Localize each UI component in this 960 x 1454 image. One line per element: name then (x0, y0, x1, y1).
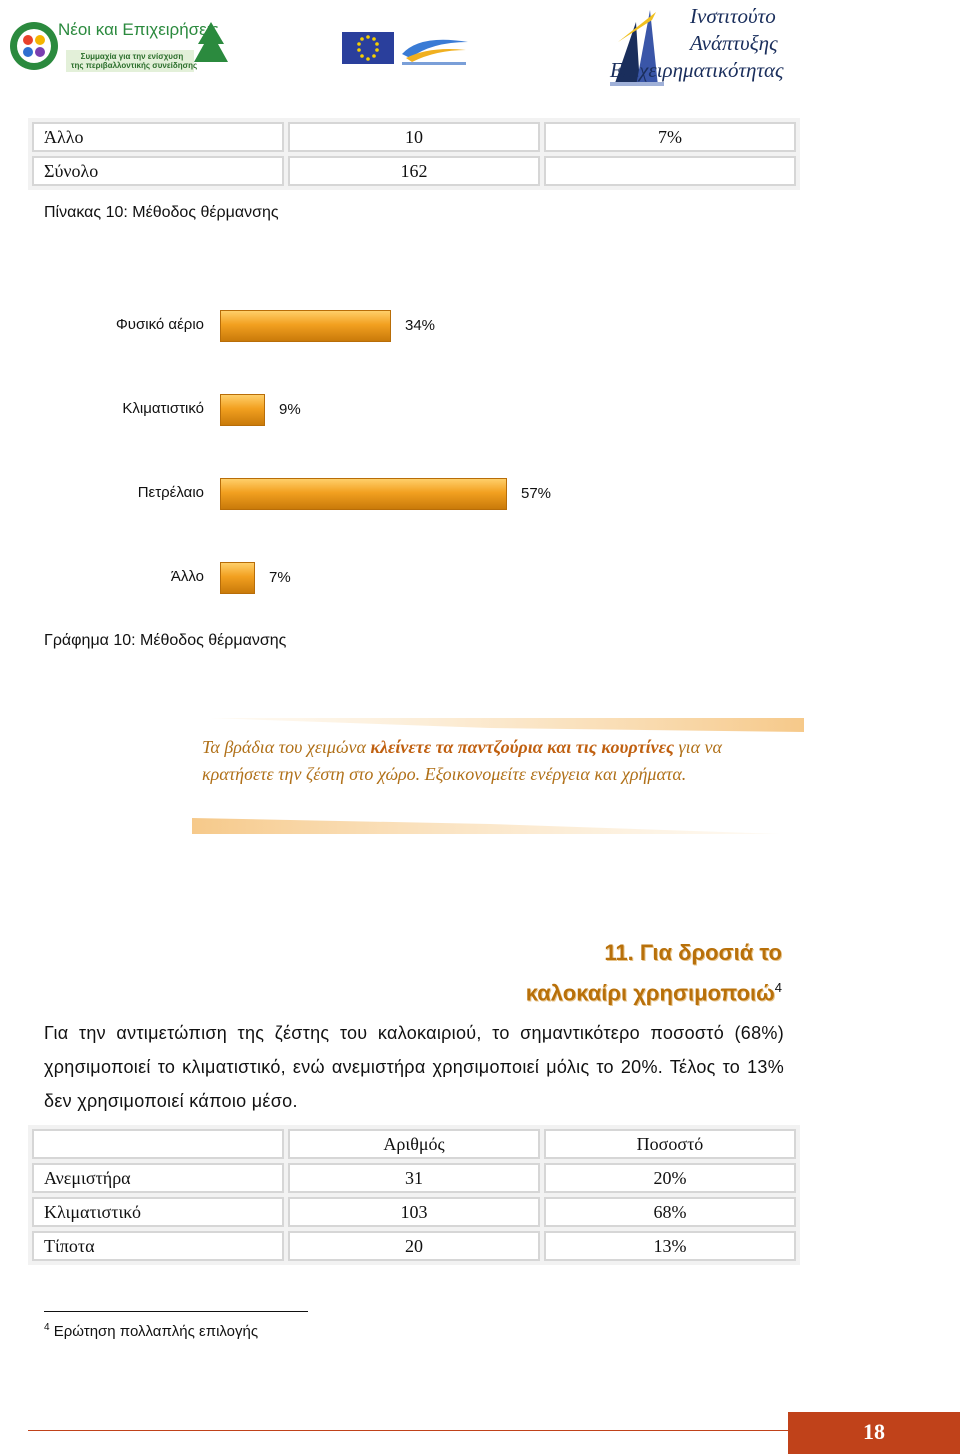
bar (220, 562, 255, 594)
table-row (32, 1231, 796, 1261)
institute-name-2: Ανάπτυξης (690, 31, 778, 55)
section-heading-line2 (526, 980, 782, 1006)
row-count: 162 (288, 156, 540, 186)
chart-caption-label: Γράφημα 10: (44, 632, 136, 649)
table-row (32, 156, 796, 186)
header-cell: Ποσοστό (544, 1129, 796, 1159)
institute-name-3: Επιχειρηματικότητας (610, 58, 784, 82)
section-heading-line1: 11. Για δροσιά το (604, 940, 782, 965)
eu-flag-icon (342, 32, 394, 64)
row-label: Σύνολο (32, 156, 284, 186)
row-label: Ανεμιστήρα (32, 1163, 284, 1193)
row-count: 103 (288, 1197, 540, 1227)
footnote (44, 1322, 258, 1340)
section-heading-text: καλοκαίρι χρησιμοποιώ (525, 980, 775, 1006)
category-label: Άλλο (170, 568, 204, 585)
page-number: 18 (788, 1412, 960, 1454)
footnote-ref: 4 (774, 980, 782, 995)
logo-title: Νέοι και Επιχειρήσεις (58, 20, 219, 39)
category-label: Πετρέλαιο (137, 484, 204, 501)
footnote-text: Ερώτηση πολλαπλής επιλογής (53, 1323, 259, 1340)
bar (220, 394, 265, 426)
footnote-number: 4 (44, 1322, 50, 1333)
bar (220, 310, 391, 342)
category-label: Κλιματιστικό (122, 400, 204, 417)
ministry-logo-icon (402, 40, 468, 65)
logo-subtitle-2: της περιβαλλοντικής συνείδησης (70, 61, 198, 70)
institute-name-1: Ινστιτούτο (690, 4, 776, 28)
row-label: Τίποτα (32, 1231, 284, 1261)
value-label: 9% (279, 401, 301, 418)
tip-text-start: Τα βράδια του χειμώνα (202, 737, 371, 757)
heating-method-chart (0, 300, 960, 610)
row-percent (544, 156, 796, 186)
row-count: 31 (288, 1163, 540, 1193)
header-cell: Αριθμός (288, 1129, 540, 1159)
table-row (32, 1197, 796, 1227)
footnote-divider (44, 1311, 308, 1312)
table-caption-label: Πίνακας 10: (44, 204, 128, 221)
table-2 (28, 1125, 800, 1265)
chart-caption (44, 632, 286, 650)
tip-highlight: κλείνετε τα παντζούρια και τις κουρτίνες (370, 737, 674, 757)
table-1 (28, 118, 800, 190)
footer-rule (28, 1430, 788, 1431)
row-percent: 13% (544, 1231, 796, 1261)
category-label: Φυσικό αέριο (115, 316, 204, 333)
table-header-row (32, 1129, 796, 1159)
value-label: 57% (521, 485, 552, 502)
table-row (32, 1163, 796, 1193)
eu-logos (340, 28, 470, 68)
chart-caption-text: Μέθοδος θέρμανσης (135, 632, 287, 649)
row-percent: 68% (544, 1197, 796, 1227)
row-count: 20 (288, 1231, 540, 1261)
table-caption-text: Μέθοδος θέρμανσης (127, 204, 279, 221)
row-count: 10 (288, 122, 540, 152)
row-label: Άλλο (32, 122, 284, 152)
logo-subtitle-1: Συμμαχία για την ενίσχυση (80, 52, 184, 61)
institute-logo (606, 0, 784, 90)
row-percent: 20% (544, 1163, 796, 1193)
header-cell (32, 1129, 284, 1159)
row-label: Κλιματιστικό (32, 1197, 284, 1227)
row-percent: 7% (544, 122, 796, 152)
value-label: 34% (405, 317, 436, 334)
tip-text-end: για να κρατήσετε την ζέστη στο χώρο. Εξοικονομείτε ενέργεια και χρήματα. (202, 737, 722, 784)
value-label: 7% (269, 569, 291, 586)
table-caption (44, 204, 279, 222)
energy-tip (202, 734, 792, 788)
bar (220, 478, 507, 510)
table-row (32, 122, 796, 152)
youth-business-logo (6, 14, 228, 74)
section-paragraph: Για την αντιμετώπιση της ζέστης του καλοκαιριού, το σημαντικότερο ποσοστό (68%) χρησιμοποιεί το κλιματιστικό, ενώ ανεμιστήρα χρησιμοποιεί μόλις το 20%. Τέλος το 13% δεν χρησιμοποιεί κάποιο μέσο. (44, 1023, 784, 1111)
